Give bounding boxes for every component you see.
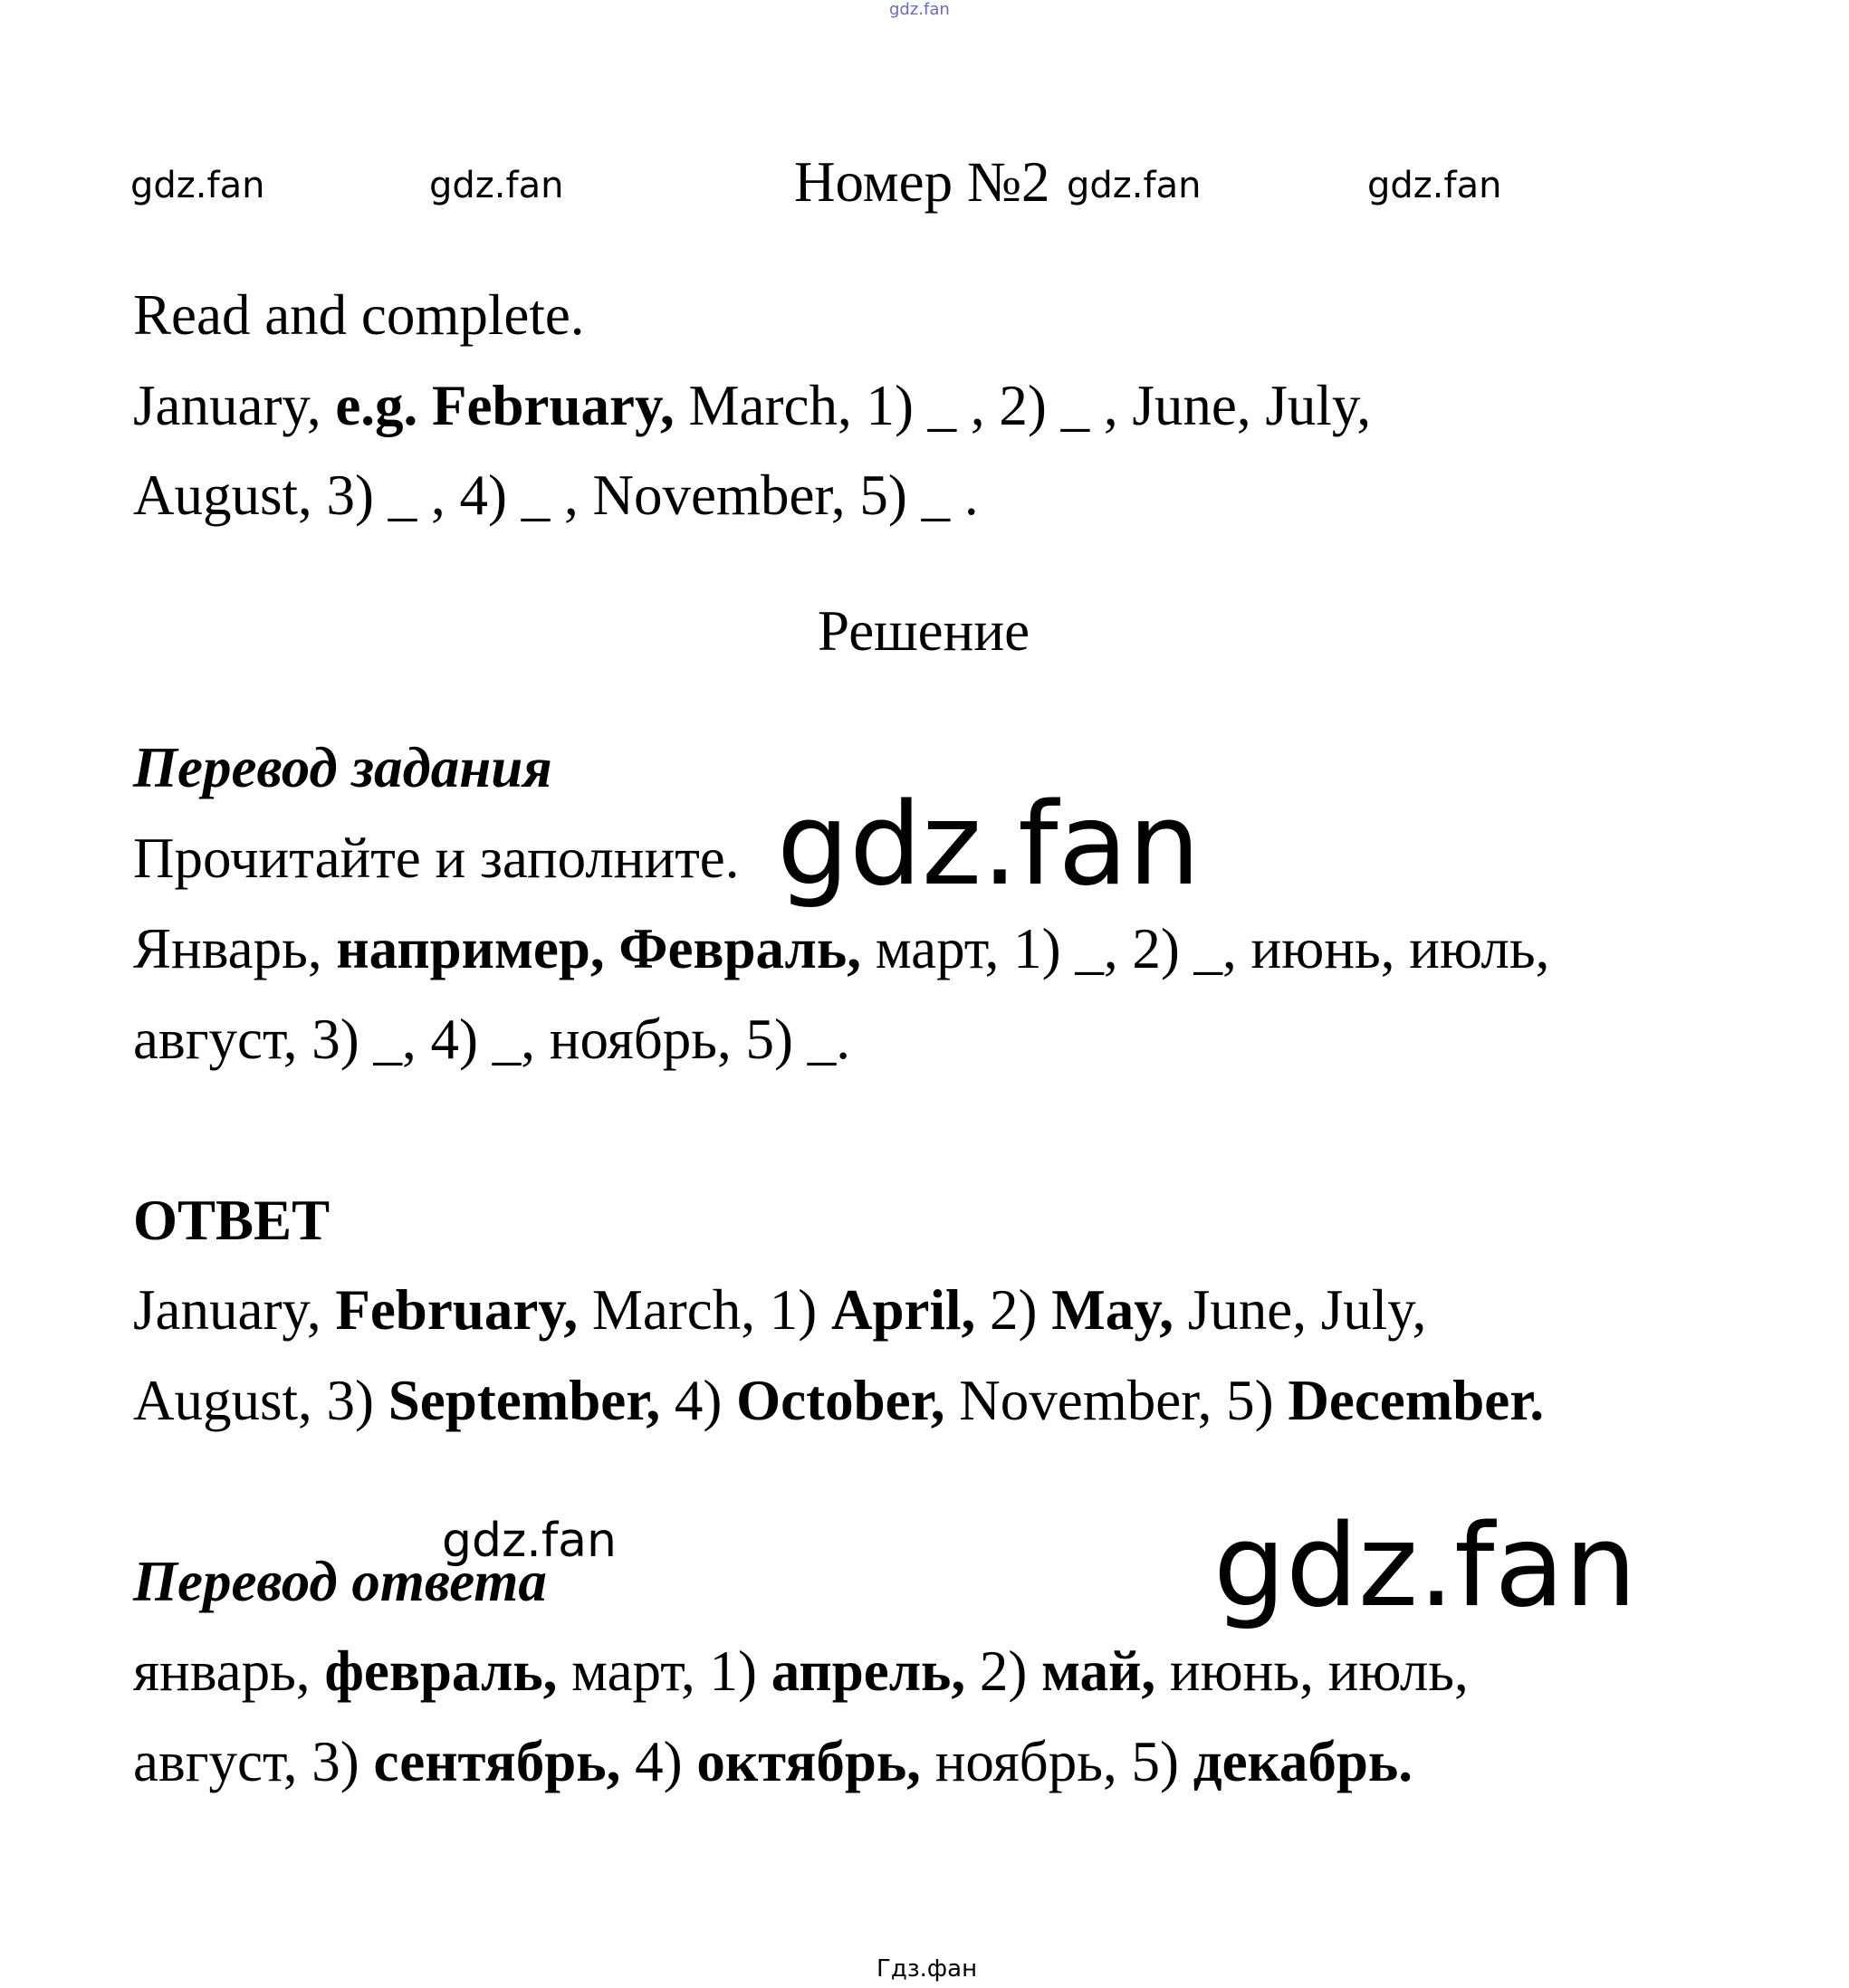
answer-word: September, — [388, 1369, 661, 1432]
text-run: November, 5) — [944, 1369, 1289, 1432]
header-watermark-3: gdz.fan — [1067, 165, 1202, 206]
answer-translation-heading: Перевод ответа — [133, 1550, 547, 1613]
answer-word: декабрь. — [1193, 1730, 1413, 1793]
task-line-1-example: e.g. February, — [335, 374, 675, 437]
answer-word: May, — [1051, 1278, 1174, 1342]
text-run: January, — [133, 1278, 336, 1342]
answer-heading: ОТВЕТ — [133, 1189, 331, 1252]
task-translation-line-2: август, 3) _, 4) _, ноябрь, 5) _. — [133, 1008, 851, 1071]
task-instruction: Read and complete. — [133, 283, 585, 347]
task-line-1 — [133, 374, 1372, 437]
page-title: Номер №2 — [794, 150, 1050, 214]
text-run: ноябрь, 5) — [920, 1730, 1193, 1793]
task-translation-line-1-example: например, Февраль, — [336, 917, 861, 980]
answer-word: май, — [1041, 1639, 1156, 1703]
text-run: март, 1) — [557, 1639, 771, 1703]
answer-word: February, — [335, 1278, 579, 1342]
answer-translation-line-1 — [133, 1639, 1469, 1703]
watermark-big-lower: gdz.fan — [1213, 1499, 1637, 1632]
answer-word: апрель, — [771, 1639, 966, 1703]
task-translation-heading: Перевод задания — [133, 736, 552, 799]
text-run: 2) — [975, 1278, 1052, 1342]
header-watermark-4: gdz.fan — [1367, 165, 1502, 206]
task-line-1-part-a: January, — [133, 374, 336, 437]
text-run: июнь, июль, — [1155, 1639, 1469, 1703]
text-run: 4) — [620, 1730, 697, 1793]
watermark-top: gdz.fan — [889, 0, 950, 19]
watermark-bottom: Гдз.фан — [877, 1955, 978, 1983]
text-run: январь, — [133, 1639, 325, 1703]
watermark-small-lower: gdz.fan — [442, 1514, 617, 1568]
answer-word: December. — [1288, 1369, 1545, 1432]
answer-translation-line-2 — [133, 1730, 1413, 1793]
answer-word: сентябрь, — [373, 1730, 621, 1793]
answer-word: April, — [830, 1278, 976, 1342]
task-line-1-part-c: March, 1) _ , 2) _ , June, July, — [674, 374, 1372, 437]
solution-heading: Решение — [818, 599, 1030, 663]
task-translation-instruction: Прочитайте и заполните. — [133, 827, 740, 890]
answer-line-2 — [133, 1369, 1545, 1432]
task-translation-line-1 — [133, 917, 1550, 980]
text-run: 4) — [660, 1369, 737, 1432]
task-line-2: August, 3) _ , 4) _ , November, 5) _ . — [133, 464, 979, 527]
text-run: June, July, — [1173, 1278, 1427, 1342]
header-watermark-1: gdz.fan — [130, 165, 265, 206]
answer-word: October, — [736, 1369, 945, 1432]
task-translation-line-1-part-c: март, 1) _, 2) _, июнь, июль, — [860, 917, 1550, 980]
text-run: March, 1) — [578, 1278, 831, 1342]
watermark-big-middle: gdz.fan — [777, 778, 1201, 911]
answer-word: октябрь, — [696, 1730, 921, 1793]
text-run: август, 3) — [133, 1730, 374, 1793]
text-run: 2) — [965, 1639, 1042, 1703]
task-translation-line-1-part-a: Январь, — [133, 917, 337, 980]
text-run: August, 3) — [133, 1369, 388, 1432]
answer-line-1 — [133, 1278, 1427, 1342]
answer-word: февраль, — [324, 1639, 558, 1703]
header-watermark-2: gdz.fan — [429, 165, 564, 206]
